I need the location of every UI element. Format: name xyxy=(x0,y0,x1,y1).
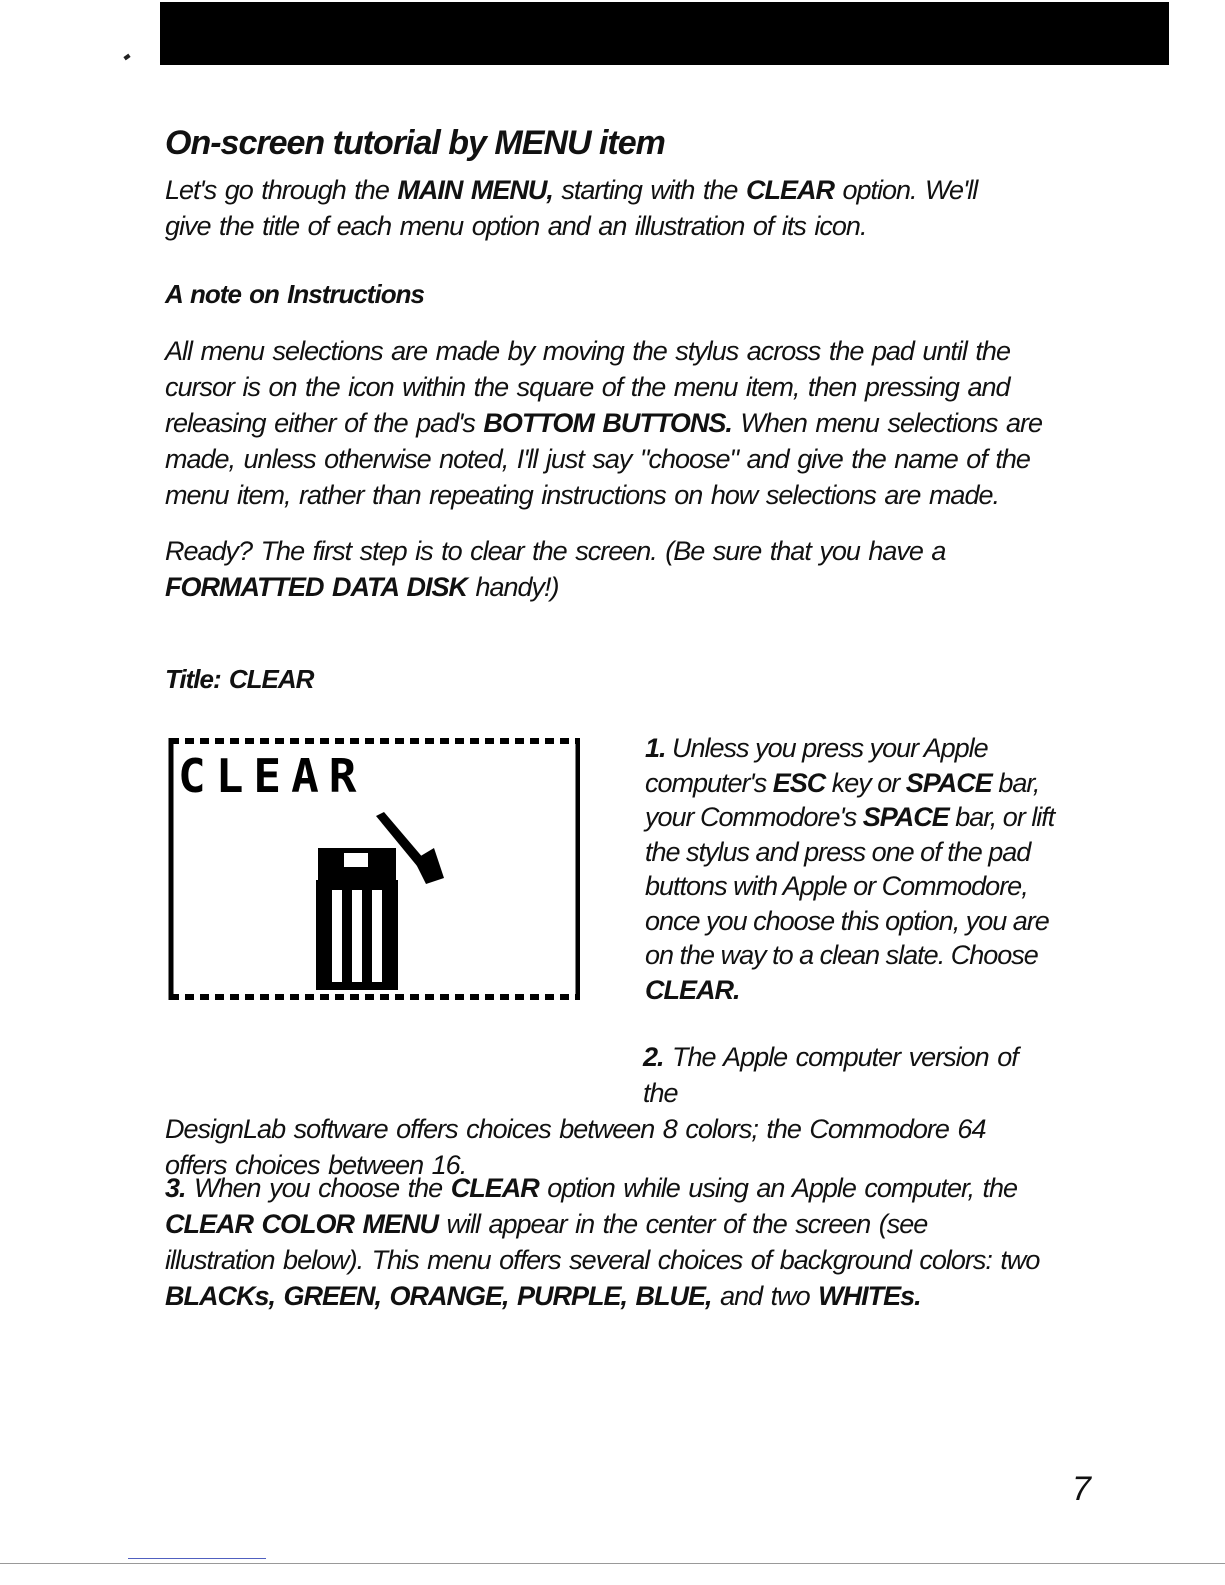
clear-icon xyxy=(168,738,580,1000)
page-number: 7 xyxy=(1072,1470,1091,1508)
header-bar xyxy=(160,2,1169,65)
footer-link-line xyxy=(128,1558,266,1559)
note-paragraph: All menu selections are made by moving the stylus across the pad until the cursor is on the icon within the square of the menu item, then pressing and releasing either of the pad's BOTTOM BUTTONS. When menu selections are made, unless otherwise noted, I'll just say "choose" and give the name of the menu item, rather than repeating instructions on how selections are made. xyxy=(165,336,1043,510)
ready-paragraph: Ready? The first step is to clear the screen. (Be sure that you have a FORMATTED DATA DISK handy!) xyxy=(165,536,946,602)
step2-paragraph: 2. The Apple computer version of the DesignLab software offers choices between 8 colors; the Commodore 64 offers choices between 16. xyxy=(165,1042,1018,1180)
footer-rule xyxy=(0,1563,1225,1564)
intro-paragraph: Let's go through the MAIN MENU, starting with the CLEAR option. We'll give the title of each menu option and an illustration of its icon. xyxy=(165,175,978,241)
title-label: Title: CLEAR xyxy=(165,664,314,694)
stray-mark xyxy=(123,54,130,61)
note-heading: A note on Instructions xyxy=(165,279,424,309)
step1-paragraph: 1. Unless you press your Apple computer's ESC key or SPACE bar, your Commodore's SPACE bar, or lift the stylus and press one of the pad buttons with Apple or Commodore, once you choose this option, you are on the way to a clean slate. Choose CLEAR. xyxy=(645,733,1055,1005)
icon-caption: CLEAR xyxy=(178,749,367,803)
page-title: On-screen tutorial by MENU item xyxy=(165,124,665,162)
step3-paragraph: 3. When you choose the CLEAR option while using an Apple computer, the CLEAR COLOR MENU will appear in the center of the screen (see illustration below). This menu offers several choices of background colors: two BLACKs, GREEN, ORANGE, PURPLE, BLUE, and two WHITEs. xyxy=(165,1173,1040,1311)
trash-can-icon xyxy=(316,848,398,990)
clear-icon-illustration xyxy=(168,738,580,1000)
